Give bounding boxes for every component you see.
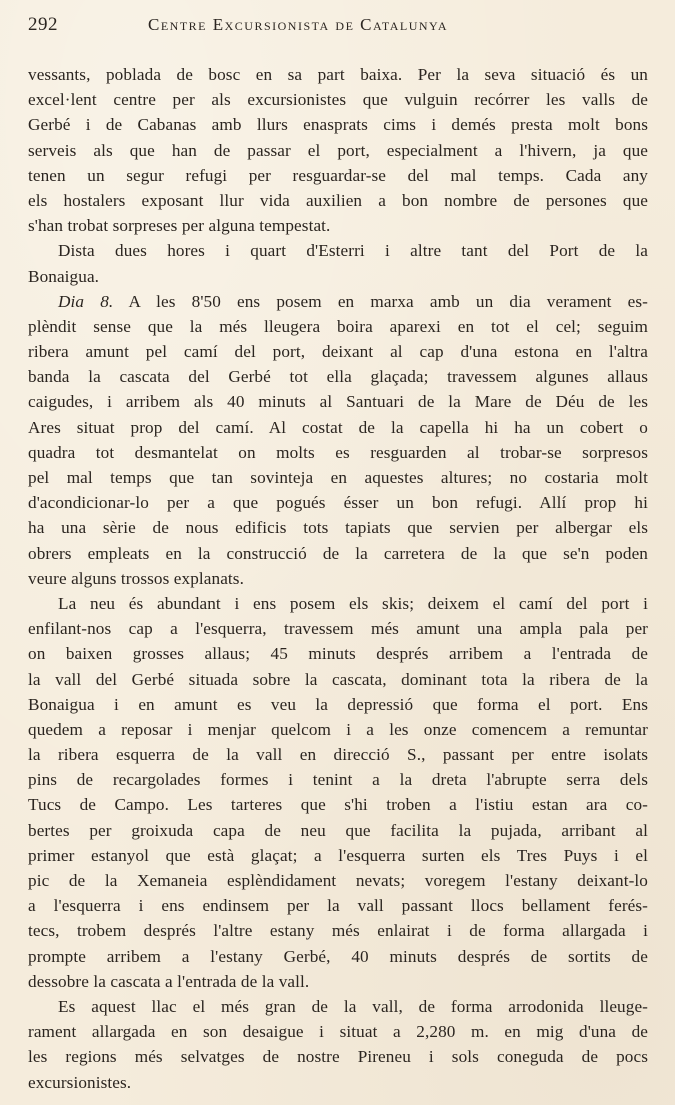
line-text: Bonaigua.: [28, 266, 100, 286]
text-line: [28, 490, 648, 515]
line-text: enfilant-nos cap a l'esquerra, travessem més amunt una ampla pala per: [28, 619, 648, 639]
line-text: Dista dues hores i quart d'Esterri i altre tant del Port de la: [58, 241, 648, 261]
text-line: [28, 1019, 648, 1044]
text-line: [28, 742, 648, 767]
line-text: les regions més selvatges de nostre Pireneu i sols coneguda de pocs: [28, 1047, 648, 1067]
line-text: banda la cascata del Gerbé tot ella glaçada; travessem algunes allaus: [28, 367, 648, 387]
line-text: caigudes, i arribem als 40 minuts al Santuari de la Mare de Déu de les: [28, 392, 648, 412]
line-text: ha una sèrie de nous edificis tots tapiats que servien per albergar els: [28, 518, 648, 538]
line-text: serveis als que han de passar el port, especialment a l'hivern, ja que: [28, 140, 648, 160]
line-text: a l'esquerra i ens endinsem per la vall passant llocs bellament ferés-: [28, 896, 648, 916]
text-line: [28, 944, 648, 969]
text-line: [28, 188, 648, 213]
line-text: A les 8'50 ens posem en marxa amb un dia verament es-: [128, 291, 648, 311]
text-line: [28, 1070, 648, 1095]
line-text: la ribera esquerra de la vall en direcció S., passant per entre isolats: [28, 745, 648, 765]
line-text: excursionistes.: [28, 1072, 132, 1092]
text-line: [28, 994, 648, 1019]
line-text: Bonaigua i en amunt es veu la depressió que forma el port. Ens: [28, 694, 648, 714]
text-line: [28, 515, 648, 540]
line-text: els hostalers exposant llur vida auxilien a bon nombre de persones que: [28, 190, 648, 210]
text-line: [28, 969, 648, 994]
text-line: [28, 238, 648, 263]
line-text: pic de la Xemaneia esplèndidament nevats; voregem l'estany deixant-lo: [28, 871, 648, 890]
text-line: [28, 767, 648, 792]
page-header: [28, 14, 648, 42]
text-line: [28, 389, 648, 414]
text-line: [28, 163, 648, 188]
page-number: 292: [28, 14, 58, 35]
text-line: [28, 868, 648, 893]
text-line: [28, 843, 648, 868]
text-line: [28, 541, 648, 566]
line-text: Ares situat prop del camí. Al costat de la capella hi ha un cobert o: [28, 417, 648, 437]
line-text: Tucs de Campo. Les tarteres que s'hi troben a l'istiu estan ara co-: [28, 795, 648, 815]
line-text: La neu és abundant i ens posem els skis; deixem el camí del port i: [58, 593, 648, 613]
line-text: pel mal temps que tan sovinteja en aquestes altures; no costaria molt: [28, 468, 648, 487]
italic-lead: Dia 8.: [58, 291, 114, 311]
line-text: bertes per groixuda capa de neu que facilita la pujada, arribant al: [28, 820, 648, 840]
text-line: [28, 1044, 648, 1069]
text-line: [28, 415, 648, 440]
text-line: [28, 641, 648, 666]
text-line: [28, 792, 648, 817]
line-text: quadra tot desmantelat on molts es resguarden al trobar-se sorpresos: [28, 442, 648, 462]
text-line: [28, 566, 648, 591]
text-line: [28, 616, 648, 641]
text-line: [28, 314, 648, 339]
text-line: [28, 465, 648, 490]
line-text: primer estanyol que està glaçat; a l'esquerra surten els Tres Puys i el: [28, 845, 648, 865]
text-line: [28, 591, 648, 616]
text-line: [28, 138, 648, 163]
text-line: [28, 364, 648, 389]
line-text: plèndit sense que la més lleugera boira aparexi en tot el cel; seguim: [28, 316, 648, 336]
line-text: pins de recargolades formes i tenint a la dreta l'abrupte serra dels: [28, 770, 648, 790]
line-text: s'han trobat sorpreses per alguna tempestat.: [28, 216, 331, 236]
running-title: Centre Excursionista de Catalunya: [148, 15, 449, 34]
text-line: [28, 213, 648, 238]
line-text: on baixen grosses allaus; 45 minuts després arribem a l'entrada de: [28, 644, 648, 664]
line-text: ribera amunt pel camí del port, deixant al cap d'una estona en l'altra: [28, 342, 648, 362]
line-text: obrers empleats en la construcció de la carretera de la que se'n poden: [28, 543, 648, 563]
line-text: tenen un segur refugi per resguardar-se del mal temps. Cada any: [28, 165, 648, 185]
text-line: [28, 87, 648, 112]
line-text: quedem a reposar i menjar quelcom i a les onze comencem a remuntar: [28, 719, 648, 739]
line-text: tecs, trobem després l'altre estany més enlairat i de forma allargada i: [28, 921, 648, 941]
line-text: prompte arribem a l'estany Gerbé, 40 minuts després de sortits de: [28, 946, 648, 966]
text-line: [28, 667, 648, 692]
body-text: [28, 62, 648, 1095]
text-line: [28, 112, 648, 137]
text-line: [28, 717, 648, 742]
text-line: [28, 264, 648, 289]
line-text: Es aquest llac el més gran de la vall, de forma arrodonida lleuge-: [58, 996, 648, 1016]
text-line: [28, 818, 648, 843]
text-line: [28, 692, 648, 717]
text-line: [28, 289, 648, 314]
line-text: vessants, poblada de bosc en sa part baixa. Per la seva situació és un: [28, 65, 648, 84]
text-line: [28, 893, 648, 918]
line-text: d'acondicionar-lo per a que pogués ésser un bon refugi. Allí prop hi: [28, 493, 648, 513]
line-text: excel·lent centre per als excursionistes que vulguin recórrer les valls de: [28, 90, 648, 110]
text-line: [28, 339, 648, 364]
line-text: dessobre la cascata a l'entrada de la vall.: [28, 971, 310, 991]
text-line: [28, 918, 648, 943]
line-text: veure alguns trossos explanats.: [28, 568, 244, 588]
text-line: [28, 62, 648, 87]
text-line: [28, 440, 648, 465]
line-text: la vall del Gerbé situada sobre la cascata, dominant tota la ribera de la: [28, 669, 648, 689]
line-text: Gerbé i de Cabanas amb llurs enasprats cims i demés presta molt bons: [28, 115, 648, 135]
line-text: rament allargada en son desaigue i situat a 2,280 m. en mig d'una de: [28, 1022, 648, 1042]
